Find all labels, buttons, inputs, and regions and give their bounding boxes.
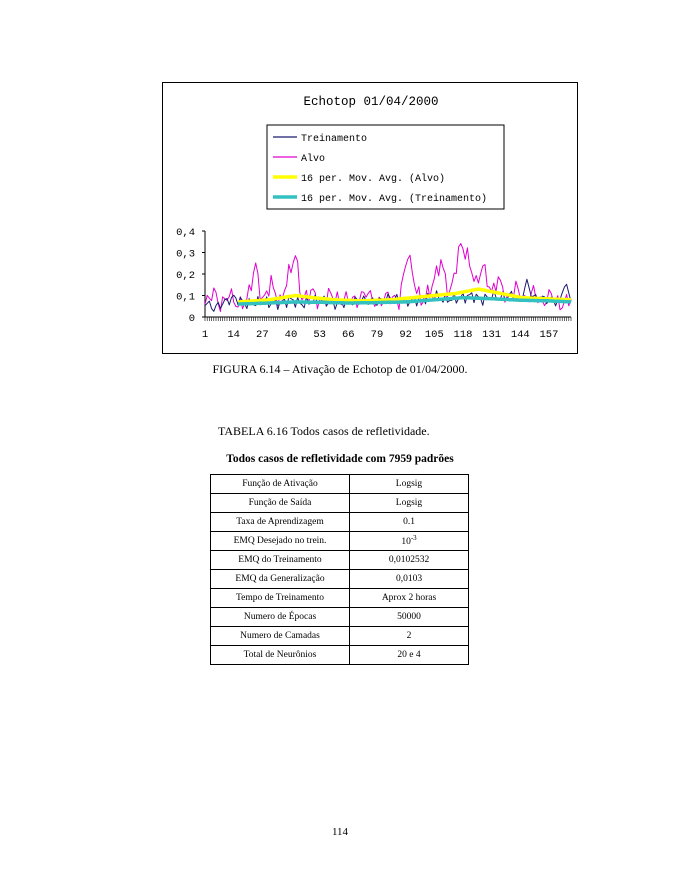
param-value: Logsig (350, 475, 469, 494)
legend-label: 16 per. Mov. Avg. (Treinamento) (301, 194, 488, 205)
table-row (211, 475, 469, 494)
y-tick-label: 0,4 (176, 227, 195, 239)
param-label: EMQ da Generalização (211, 570, 350, 589)
param-label: Numero de Camadas (211, 627, 350, 646)
param-label: Total de Neurônios (211, 646, 350, 665)
param-value: Logsig (350, 494, 469, 513)
x-tick-label: 1 (201, 329, 209, 341)
table-row (211, 532, 469, 551)
x-tick-label: 144 (510, 329, 530, 341)
param-value: 50000 (350, 608, 469, 627)
y-tick-label: 0,1 (176, 291, 195, 304)
param-exponent: -3 (410, 534, 417, 543)
param-label: EMQ do Treinamento (211, 551, 350, 570)
legend-label: 16 per. Mov. Avg. (Alvo) (301, 174, 446, 185)
figure-caption: FIGURA 6.14 – Ativação de Echotop de 01/04/2000. (212, 362, 468, 376)
table-row (211, 570, 469, 589)
param-value: 20 e 4 (350, 646, 469, 665)
param-label: Taxa de Aprendizagem (211, 513, 350, 532)
x-tick-label: 53 (313, 329, 326, 341)
y-tick-label: 0,3 (176, 248, 195, 261)
chart-legend (267, 125, 504, 209)
param-value: 0.1 (350, 513, 469, 532)
param-label: Função de Saída (211, 494, 350, 513)
param-value: $10^{-3}$ (350, 532, 469, 551)
x-tick-label: 105 (424, 329, 444, 341)
param-label: Tempo de Treinamento (211, 589, 350, 608)
chart-title: Echotop 01/04/2000 (303, 95, 439, 109)
x-tick-label: 40 (284, 329, 298, 341)
y-tick-label: 0 (188, 313, 195, 325)
param-label: EMQ Desejado no trein. (211, 532, 350, 551)
x-tick-label: 118 (453, 329, 473, 341)
echotop-chart (162, 82, 578, 354)
table-row (211, 627, 469, 646)
page-number: 114 (331, 826, 349, 838)
chart-canvas (163, 83, 579, 355)
x-tick-label: 92 (399, 329, 412, 341)
table-row (211, 608, 469, 627)
x-tick-label: 66 (342, 329, 355, 341)
table-row (211, 513, 469, 532)
x-minor-ticks (205, 317, 571, 321)
param-value: 0,0103 (350, 570, 469, 589)
x-tick-label: 14 (227, 329, 240, 341)
legend-label: Treinamento (301, 134, 368, 145)
legend-label: Alvo (301, 154, 326, 165)
x-tick-label: 79 (370, 329, 384, 341)
x-tick-label: 27 (256, 329, 269, 341)
param-value: 0,0102532 (350, 551, 469, 570)
x-tick-label: 157 (539, 329, 559, 341)
param-value: 2 (350, 627, 469, 646)
table-row (211, 646, 469, 665)
parameters-table (210, 474, 469, 665)
param-label: Função de Ativação (211, 475, 350, 494)
y-tick-label: 0,2 (176, 270, 195, 282)
table-row (211, 494, 469, 513)
x-tick-label: 131 (482, 329, 502, 341)
table-row (211, 551, 469, 570)
param-value: Aprox 2 horas (350, 589, 469, 608)
table-caption: TABELA 6.16 Todos casos de refletividade. (218, 424, 430, 438)
table-heading: Todos casos de refletividade com 7959 padrões (226, 453, 454, 465)
param-label: Numero de Épocas (211, 608, 350, 627)
table-row (211, 589, 469, 608)
